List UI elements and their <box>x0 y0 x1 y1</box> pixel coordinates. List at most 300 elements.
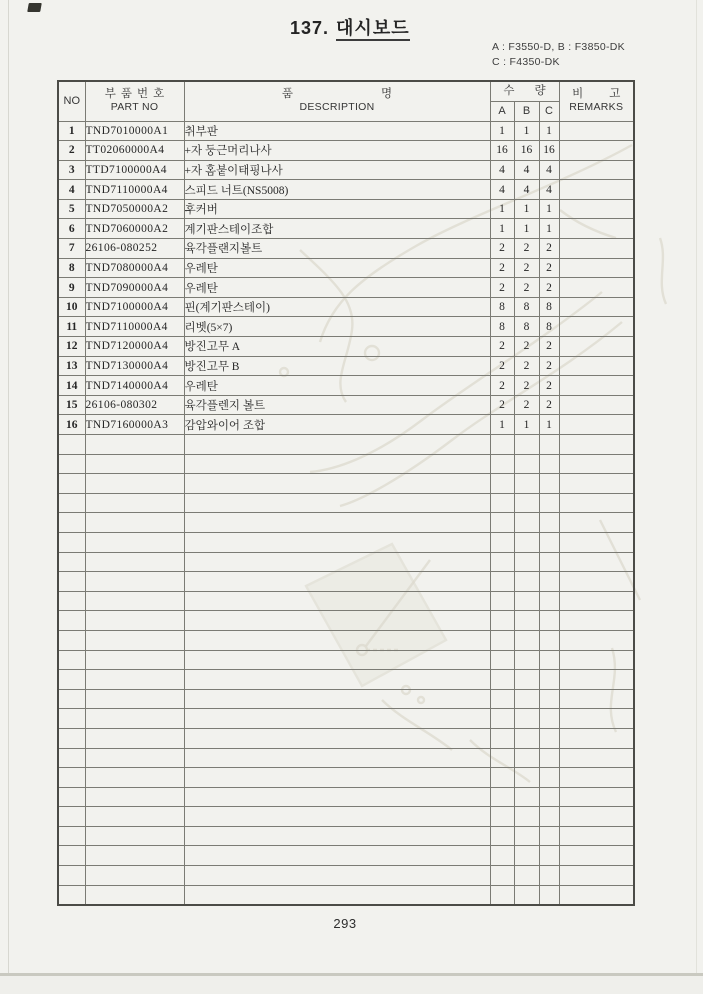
cell-no: 5 <box>58 199 85 219</box>
empty-cell <box>514 650 539 670</box>
cell-part-no: TND7100000A4 <box>85 297 184 317</box>
cell-remarks <box>559 337 634 357</box>
cell-qty-a: 1 <box>490 219 514 239</box>
cell-qty-b: 1 <box>514 121 539 141</box>
empty-cell <box>539 532 559 552</box>
empty-cell <box>58 591 85 611</box>
empty-cell <box>559 846 634 866</box>
model-legend <box>492 40 625 70</box>
empty-cell <box>539 885 559 905</box>
cell-no: 6 <box>58 219 85 239</box>
cell-no: 7 <box>58 239 85 259</box>
cell-qty-c: 8 <box>539 297 559 317</box>
empty-cell <box>559 807 634 827</box>
cell-qty-a: 4 <box>490 180 514 200</box>
cell-qty-b: 4 <box>514 160 539 180</box>
empty-cell <box>514 435 539 455</box>
empty-cell <box>539 513 559 533</box>
empty-cell <box>58 493 85 513</box>
scan-background-strip <box>0 976 703 994</box>
table-row <box>58 317 634 337</box>
cell-qty-b: 2 <box>514 395 539 415</box>
cell-description: 육각플렌지 볼트 <box>184 395 490 415</box>
col-header-description-ko1: 품 <box>281 88 293 101</box>
cell-remarks <box>559 180 634 200</box>
empty-cell <box>559 591 634 611</box>
cell-part-no: TND7090000A4 <box>85 278 184 298</box>
empty-cell <box>184 435 490 455</box>
page-title <box>290 14 410 40</box>
cell-remarks <box>559 160 634 180</box>
table-row <box>58 160 634 180</box>
col-header-quantity-ko1: 수 <box>503 84 515 97</box>
table-row <box>58 337 634 357</box>
empty-cell <box>514 689 539 709</box>
empty-cell <box>85 846 184 866</box>
empty-row <box>58 768 634 788</box>
cell-description: 방진고무 B <box>184 356 490 376</box>
empty-cell <box>85 532 184 552</box>
empty-row <box>58 650 634 670</box>
cell-remarks <box>559 219 634 239</box>
empty-cell <box>514 826 539 846</box>
empty-row <box>58 807 634 827</box>
cell-no: 3 <box>58 160 85 180</box>
cell-qty-c: 2 <box>539 395 559 415</box>
empty-cell <box>85 885 184 905</box>
scan-artifact-mark <box>27 3 42 12</box>
cell-remarks <box>559 415 634 435</box>
empty-cell <box>85 866 184 886</box>
empty-cell <box>490 552 514 572</box>
cell-qty-a: 8 <box>490 297 514 317</box>
cell-remarks <box>559 395 634 415</box>
empty-cell <box>539 572 559 592</box>
table-row <box>58 239 634 259</box>
cell-description: +자 둥근머리나사 <box>184 141 490 161</box>
empty-cell <box>184 611 490 631</box>
empty-cell <box>490 454 514 474</box>
cell-qty-a: 1 <box>490 199 514 219</box>
empty-row <box>58 787 634 807</box>
cell-remarks <box>559 297 634 317</box>
empty-cell <box>514 552 539 572</box>
empty-row <box>58 689 634 709</box>
empty-cell <box>514 768 539 788</box>
cell-description: 우레탄 <box>184 278 490 298</box>
empty-cell <box>514 885 539 905</box>
col-header-description <box>184 81 490 121</box>
empty-cell <box>58 885 85 905</box>
empty-cell <box>539 611 559 631</box>
cell-remarks <box>559 278 634 298</box>
empty-row <box>58 826 634 846</box>
empty-cell <box>490 630 514 650</box>
table-row <box>58 199 634 219</box>
col-header-remarks-en: REMARKS <box>569 101 624 114</box>
empty-cell <box>85 826 184 846</box>
cell-part-no: TND7110000A4 <box>85 317 184 337</box>
empty-cell <box>559 787 634 807</box>
empty-cell <box>85 611 184 631</box>
table-row <box>58 258 634 278</box>
empty-cell <box>539 728 559 748</box>
table-body <box>58 121 634 905</box>
cell-qty-c: 8 <box>539 317 559 337</box>
cell-qty-a: 2 <box>490 376 514 396</box>
cell-no: 8 <box>58 258 85 278</box>
col-header-description-en: DESCRIPTION <box>299 101 375 114</box>
page-right-edge <box>696 0 697 974</box>
empty-cell <box>58 709 85 729</box>
empty-row <box>58 591 634 611</box>
cell-qty-a: 2 <box>490 239 514 259</box>
empty-cell <box>539 670 559 690</box>
table-row <box>58 121 634 141</box>
cell-qty-b: 16 <box>514 141 539 161</box>
empty-cell <box>514 572 539 592</box>
empty-cell <box>559 709 634 729</box>
empty-cell <box>490 591 514 611</box>
empty-cell <box>559 552 634 572</box>
empty-cell <box>85 454 184 474</box>
cell-no: 4 <box>58 180 85 200</box>
cell-qty-a: 2 <box>490 337 514 357</box>
cell-qty-c: 1 <box>539 199 559 219</box>
empty-cell <box>184 493 490 513</box>
empty-cell <box>539 709 559 729</box>
cell-qty-c: 2 <box>539 356 559 376</box>
empty-row <box>58 670 634 690</box>
empty-cell <box>184 846 490 866</box>
empty-cell <box>184 454 490 474</box>
col-header-no: NO <box>58 81 85 121</box>
empty-cell <box>539 591 559 611</box>
cell-no: 14 <box>58 376 85 396</box>
empty-cell <box>514 513 539 533</box>
cell-description: +자 홈붙이태핑나사 <box>184 160 490 180</box>
cell-qty-c: 4 <box>539 160 559 180</box>
cell-part-no: TND7010000A1 <box>85 121 184 141</box>
cell-description: 우레탄 <box>184 258 490 278</box>
empty-cell <box>539 454 559 474</box>
empty-cell <box>184 768 490 788</box>
cell-qty-b: 2 <box>514 337 539 357</box>
empty-cell <box>184 670 490 690</box>
empty-row <box>58 454 634 474</box>
empty-cell <box>539 650 559 670</box>
cell-description: 스피드 너트(NS5008) <box>184 180 490 200</box>
cell-qty-a: 1 <box>490 121 514 141</box>
empty-cell <box>490 709 514 729</box>
empty-row <box>58 532 634 552</box>
empty-cell <box>85 474 184 494</box>
cell-qty-b: 2 <box>514 356 539 376</box>
empty-cell <box>559 513 634 533</box>
empty-cell <box>85 552 184 572</box>
empty-cell <box>85 709 184 729</box>
cell-qty-a: 2 <box>490 356 514 376</box>
empty-cell <box>514 787 539 807</box>
empty-cell <box>184 591 490 611</box>
empty-cell <box>58 611 85 631</box>
empty-cell <box>85 728 184 748</box>
empty-cell <box>539 493 559 513</box>
empty-cell <box>490 670 514 690</box>
cell-description: 핀(계기판스테이) <box>184 297 490 317</box>
col-header-description-ko2: 명 <box>381 88 393 101</box>
cell-qty-a: 2 <box>490 395 514 415</box>
cell-qty-c: 2 <box>539 278 559 298</box>
parts-table <box>57 80 635 906</box>
col-header-qty-a: A <box>490 101 514 121</box>
col-header-qty-b: B <box>514 101 539 121</box>
table-row <box>58 376 634 396</box>
empty-cell <box>184 650 490 670</box>
empty-cell <box>58 552 85 572</box>
empty-cell <box>184 532 490 552</box>
empty-cell <box>539 748 559 768</box>
empty-row <box>58 611 634 631</box>
cell-no: 11 <box>58 317 85 337</box>
empty-cell <box>184 866 490 886</box>
model-legend-line1: A : F3550-D, B : F3850-DK <box>492 41 625 53</box>
cell-qty-b: 1 <box>514 219 539 239</box>
empty-cell <box>559 493 634 513</box>
cell-remarks <box>559 121 634 141</box>
empty-cell <box>184 787 490 807</box>
empty-cell <box>58 826 85 846</box>
cell-no: 1 <box>58 121 85 141</box>
empty-row <box>58 846 634 866</box>
empty-row <box>58 474 634 494</box>
empty-cell <box>490 826 514 846</box>
empty-cell <box>490 807 514 827</box>
empty-cell <box>58 650 85 670</box>
cell-qty-b: 1 <box>514 199 539 219</box>
empty-cell <box>539 768 559 788</box>
cell-qty-c: 2 <box>539 239 559 259</box>
col-header-quantity <box>490 81 559 101</box>
empty-row <box>58 866 634 886</box>
cell-qty-c: 2 <box>539 337 559 357</box>
col-header-part-no <box>85 81 184 121</box>
empty-cell <box>184 552 490 572</box>
cell-no: 12 <box>58 337 85 357</box>
empty-cell <box>514 630 539 650</box>
empty-cell <box>514 728 539 748</box>
empty-cell <box>490 572 514 592</box>
empty-row <box>58 630 634 650</box>
empty-cell <box>58 435 85 455</box>
empty-cell <box>58 846 85 866</box>
empty-cell <box>559 435 634 455</box>
table-row <box>58 141 634 161</box>
empty-cell <box>514 748 539 768</box>
empty-row <box>58 728 634 748</box>
col-header-quantity-ko2: 량 <box>534 84 546 97</box>
empty-cell <box>490 513 514 533</box>
empty-cell <box>539 866 559 886</box>
cell-part-no: TND7160000A3 <box>85 415 184 435</box>
empty-cell <box>559 689 634 709</box>
cell-qty-c: 1 <box>539 121 559 141</box>
empty-cell <box>490 474 514 494</box>
page-title-text: 대시보드 <box>336 18 410 41</box>
col-header-qty-c: C <box>539 101 559 121</box>
empty-cell <box>58 748 85 768</box>
empty-cell <box>184 709 490 729</box>
empty-cell <box>559 454 634 474</box>
table-row <box>58 219 634 239</box>
model-legend-line2: C : F4350-DK <box>492 56 560 68</box>
empty-row <box>58 552 634 572</box>
page-left-edge <box>8 0 9 974</box>
empty-cell <box>490 768 514 788</box>
empty-cell <box>490 435 514 455</box>
empty-row <box>58 748 634 768</box>
empty-cell <box>539 826 559 846</box>
cell-qty-a: 2 <box>490 278 514 298</box>
table-row <box>58 356 634 376</box>
empty-cell <box>514 493 539 513</box>
empty-cell <box>490 748 514 768</box>
empty-row <box>58 513 634 533</box>
page-title-number: 137. <box>290 18 330 38</box>
cell-qty-b: 2 <box>514 376 539 396</box>
cell-qty-a: 16 <box>490 141 514 161</box>
empty-cell <box>559 748 634 768</box>
empty-cell <box>85 670 184 690</box>
empty-cell <box>184 728 490 748</box>
cell-part-no: TND7110000A4 <box>85 180 184 200</box>
cell-qty-a: 4 <box>490 160 514 180</box>
table-row <box>58 415 634 435</box>
cell-no: 10 <box>58 297 85 317</box>
empty-cell <box>85 591 184 611</box>
empty-cell <box>184 474 490 494</box>
empty-cell <box>490 689 514 709</box>
empty-row <box>58 572 634 592</box>
empty-cell <box>58 532 85 552</box>
empty-cell <box>58 689 85 709</box>
empty-row <box>58 885 634 905</box>
empty-row <box>58 435 634 455</box>
empty-cell <box>85 435 184 455</box>
empty-cell <box>514 532 539 552</box>
empty-cell <box>490 846 514 866</box>
cell-description: 방진고무 A <box>184 337 490 357</box>
cell-part-no: TND7140000A4 <box>85 376 184 396</box>
empty-cell <box>559 866 634 886</box>
empty-cell <box>490 493 514 513</box>
empty-cell <box>490 728 514 748</box>
empty-cell <box>184 630 490 650</box>
cell-part-no: TT02060000A4 <box>85 141 184 161</box>
cell-qty-b: 8 <box>514 297 539 317</box>
col-header-part-no-ko: 부품번호 <box>104 88 170 101</box>
empty-cell <box>514 454 539 474</box>
empty-cell <box>539 807 559 827</box>
cell-description: 리벳(5×7) <box>184 317 490 337</box>
empty-cell <box>559 728 634 748</box>
empty-cell <box>539 630 559 650</box>
empty-cell <box>58 454 85 474</box>
col-header-remarks-ko1: 비 <box>572 88 584 101</box>
table-row <box>58 278 634 298</box>
cell-remarks <box>559 376 634 396</box>
empty-cell <box>514 591 539 611</box>
empty-cell <box>539 846 559 866</box>
empty-cell <box>85 689 184 709</box>
cell-qty-b: 8 <box>514 317 539 337</box>
empty-cell <box>559 572 634 592</box>
empty-cell <box>85 493 184 513</box>
empty-cell <box>184 572 490 592</box>
cell-part-no: TND7060000A2 <box>85 219 184 239</box>
empty-cell <box>58 474 85 494</box>
empty-cell <box>58 728 85 748</box>
empty-cell <box>514 807 539 827</box>
cell-description: 취부판 <box>184 121 490 141</box>
empty-cell <box>539 552 559 572</box>
table-row <box>58 180 634 200</box>
cell-part-no: TND7080000A4 <box>85 258 184 278</box>
cell-no: 15 <box>58 395 85 415</box>
empty-cell <box>559 826 634 846</box>
empty-cell <box>184 748 490 768</box>
empty-cell <box>559 474 634 494</box>
empty-cell <box>58 670 85 690</box>
table-row <box>58 297 634 317</box>
cell-remarks <box>559 258 634 278</box>
empty-cell <box>85 513 184 533</box>
empty-cell <box>85 768 184 788</box>
empty-cell <box>490 611 514 631</box>
page-number: 293 <box>333 916 357 931</box>
cell-remarks <box>559 239 634 259</box>
empty-cell <box>490 885 514 905</box>
cell-qty-b: 2 <box>514 239 539 259</box>
cell-description: 육각플랜지볼트 <box>184 239 490 259</box>
cell-description: 계기판스테이조합 <box>184 219 490 239</box>
empty-cell <box>539 689 559 709</box>
cell-no: 9 <box>58 278 85 298</box>
col-header-remarks <box>559 81 634 121</box>
empty-cell <box>559 885 634 905</box>
empty-row <box>58 493 634 513</box>
empty-cell <box>539 474 559 494</box>
empty-cell <box>539 787 559 807</box>
col-header-part-no-en: PART NO <box>110 101 159 114</box>
empty-cell <box>514 670 539 690</box>
cell-remarks <box>559 356 634 376</box>
col-header-remarks-ko2: 고 <box>609 88 621 101</box>
empty-cell <box>490 787 514 807</box>
cell-no: 16 <box>58 415 85 435</box>
cell-remarks <box>559 141 634 161</box>
empty-cell <box>514 611 539 631</box>
empty-cell <box>514 866 539 886</box>
cell-part-no: 26106-080302 <box>85 395 184 415</box>
cell-qty-a: 8 <box>490 317 514 337</box>
empty-cell <box>85 748 184 768</box>
empty-cell <box>85 787 184 807</box>
cell-no: 13 <box>58 356 85 376</box>
empty-cell <box>559 630 634 650</box>
empty-cell <box>184 826 490 846</box>
empty-cell <box>85 807 184 827</box>
